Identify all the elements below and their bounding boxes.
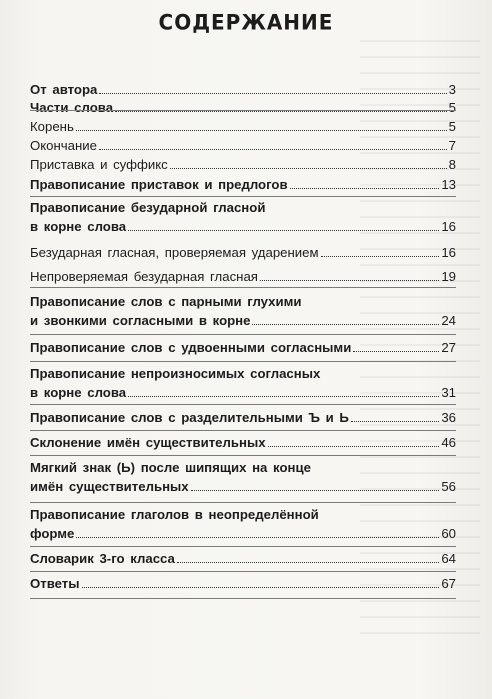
toc-entry-page-number: 3	[448, 82, 456, 97]
divider-line	[30, 110, 456, 111]
toc-entry-title-line: Правописание глаголов в неопределённой	[30, 507, 319, 522]
toc-entry[interactable]	[30, 292, 456, 330]
toc-entry-title: Приставка и суффикс	[30, 157, 168, 172]
toc-entry[interactable]	[30, 155, 456, 174]
dot-leader	[268, 446, 440, 447]
toc-entry[interactable]	[30, 408, 456, 427]
toc-entry-page-number: 56	[441, 479, 456, 494]
toc-entry-page-number: 16	[441, 219, 456, 234]
toc-entry-page-number: 27	[441, 340, 456, 355]
divider-line	[30, 361, 456, 362]
toc-entry-page-number: 36	[441, 410, 456, 425]
divider-line	[30, 502, 456, 503]
toc-entry-title: имён существительных	[30, 479, 189, 494]
page-title: СОДЕРЖАНИЕ	[158, 9, 334, 35]
dot-leader	[128, 396, 439, 397]
toc-entry-page-number: 16	[441, 245, 456, 260]
dot-leader	[290, 188, 440, 189]
divider-line	[30, 404, 456, 405]
toc-entry-page-number: 5	[448, 119, 456, 134]
toc-entry[interactable]	[30, 549, 456, 568]
toc-entry[interactable]	[30, 175, 456, 194]
toc-entry-page-number: 13	[441, 177, 456, 192]
toc-entry[interactable]	[30, 574, 456, 593]
toc-entry-title-line: Правописание непроизносимых согласных	[30, 366, 321, 381]
toc-entry-page-number: 7	[448, 138, 456, 153]
toc-entry[interactable]	[30, 98, 456, 117]
toc-entry[interactable]	[30, 80, 456, 99]
toc-entry-title: Склонение имён существительных	[30, 435, 266, 450]
toc-entry-page-number: 67	[441, 576, 456, 591]
toc-entry-title: Части слова	[30, 100, 114, 115]
toc-entry-title-line: Мягкий знак (Ь) после шипящих на конце	[30, 460, 311, 475]
toc-entry-page-number: 5	[448, 100, 456, 115]
toc-entry[interactable]	[30, 136, 456, 155]
dot-leader	[170, 168, 447, 169]
toc-entry-title: Ответы	[30, 576, 80, 591]
toc-entry-title: Непроверяемая безударная гласная	[30, 269, 258, 284]
toc-entry-title-line: Правописание безударной гласной	[30, 200, 266, 215]
dot-leader	[177, 562, 439, 563]
dot-leader	[128, 230, 439, 231]
dot-leader	[76, 537, 439, 538]
toc-entry-title: Корень	[30, 119, 74, 134]
dot-leader	[260, 280, 439, 281]
toc-entry-title: Правописание приставок и предлогов	[30, 177, 288, 192]
toc-entry-page-number: 31	[441, 385, 456, 400]
toc-entry-title: Безударная гласная, проверяемая ударением	[30, 245, 319, 260]
divider-line	[30, 430, 456, 431]
toc-entry-page-number: 8	[448, 157, 456, 172]
dot-leader	[191, 490, 440, 491]
divider-line	[30, 196, 456, 197]
dot-leader	[99, 93, 446, 94]
toc-entry-title: Окончание	[30, 138, 97, 153]
toc-entry-page-number: 46	[441, 435, 456, 450]
toc-entry[interactable]	[30, 267, 456, 286]
dot-leader	[252, 324, 439, 325]
dot-leader	[82, 587, 440, 588]
divider-line	[30, 598, 456, 599]
divider-line	[30, 334, 456, 335]
toc-entry-title: в корне слова	[30, 219, 127, 234]
toc-entry-title: Словарик 3-го класса	[30, 551, 175, 566]
toc-entry-page-number: 24	[441, 313, 456, 328]
divider-line	[30, 546, 456, 547]
dot-leader	[76, 130, 447, 131]
toc-entry[interactable]	[30, 458, 456, 496]
toc-entry[interactable]	[30, 433, 456, 452]
toc-entry[interactable]	[30, 198, 456, 236]
toc-entry-page-number: 19	[441, 269, 456, 284]
toc-entry[interactable]	[30, 505, 456, 543]
divider-line	[30, 455, 456, 456]
toc-entry-page-number: 64	[441, 551, 456, 566]
dot-leader	[321, 256, 440, 257]
toc-entry[interactable]	[30, 338, 456, 357]
dot-leader	[99, 149, 447, 150]
toc-entry[interactable]	[30, 364, 456, 402]
toc-entry-title: Правописание слов с разделительными Ъ и Ь	[30, 410, 349, 425]
toc-entry-title: Правописание слов с удвоенными согласными	[30, 340, 352, 355]
divider-line	[30, 571, 456, 572]
dot-leader	[115, 111, 447, 112]
toc-entry[interactable]	[30, 243, 456, 262]
toc-entry-title-line: Правописание слов с парными глухими	[30, 294, 302, 309]
toc-entry-title: в корне слова	[30, 385, 127, 400]
dot-leader	[351, 421, 439, 422]
toc-entry-title: и звонкими согласными в корне	[30, 313, 251, 328]
divider-line	[30, 287, 456, 288]
toc-entry[interactable]	[30, 117, 456, 136]
dot-leader	[353, 351, 439, 352]
toc-entry-title: форме	[30, 526, 75, 541]
toc-entry-title: От автора	[30, 82, 98, 97]
toc-entry-page-number: 60	[441, 526, 456, 541]
